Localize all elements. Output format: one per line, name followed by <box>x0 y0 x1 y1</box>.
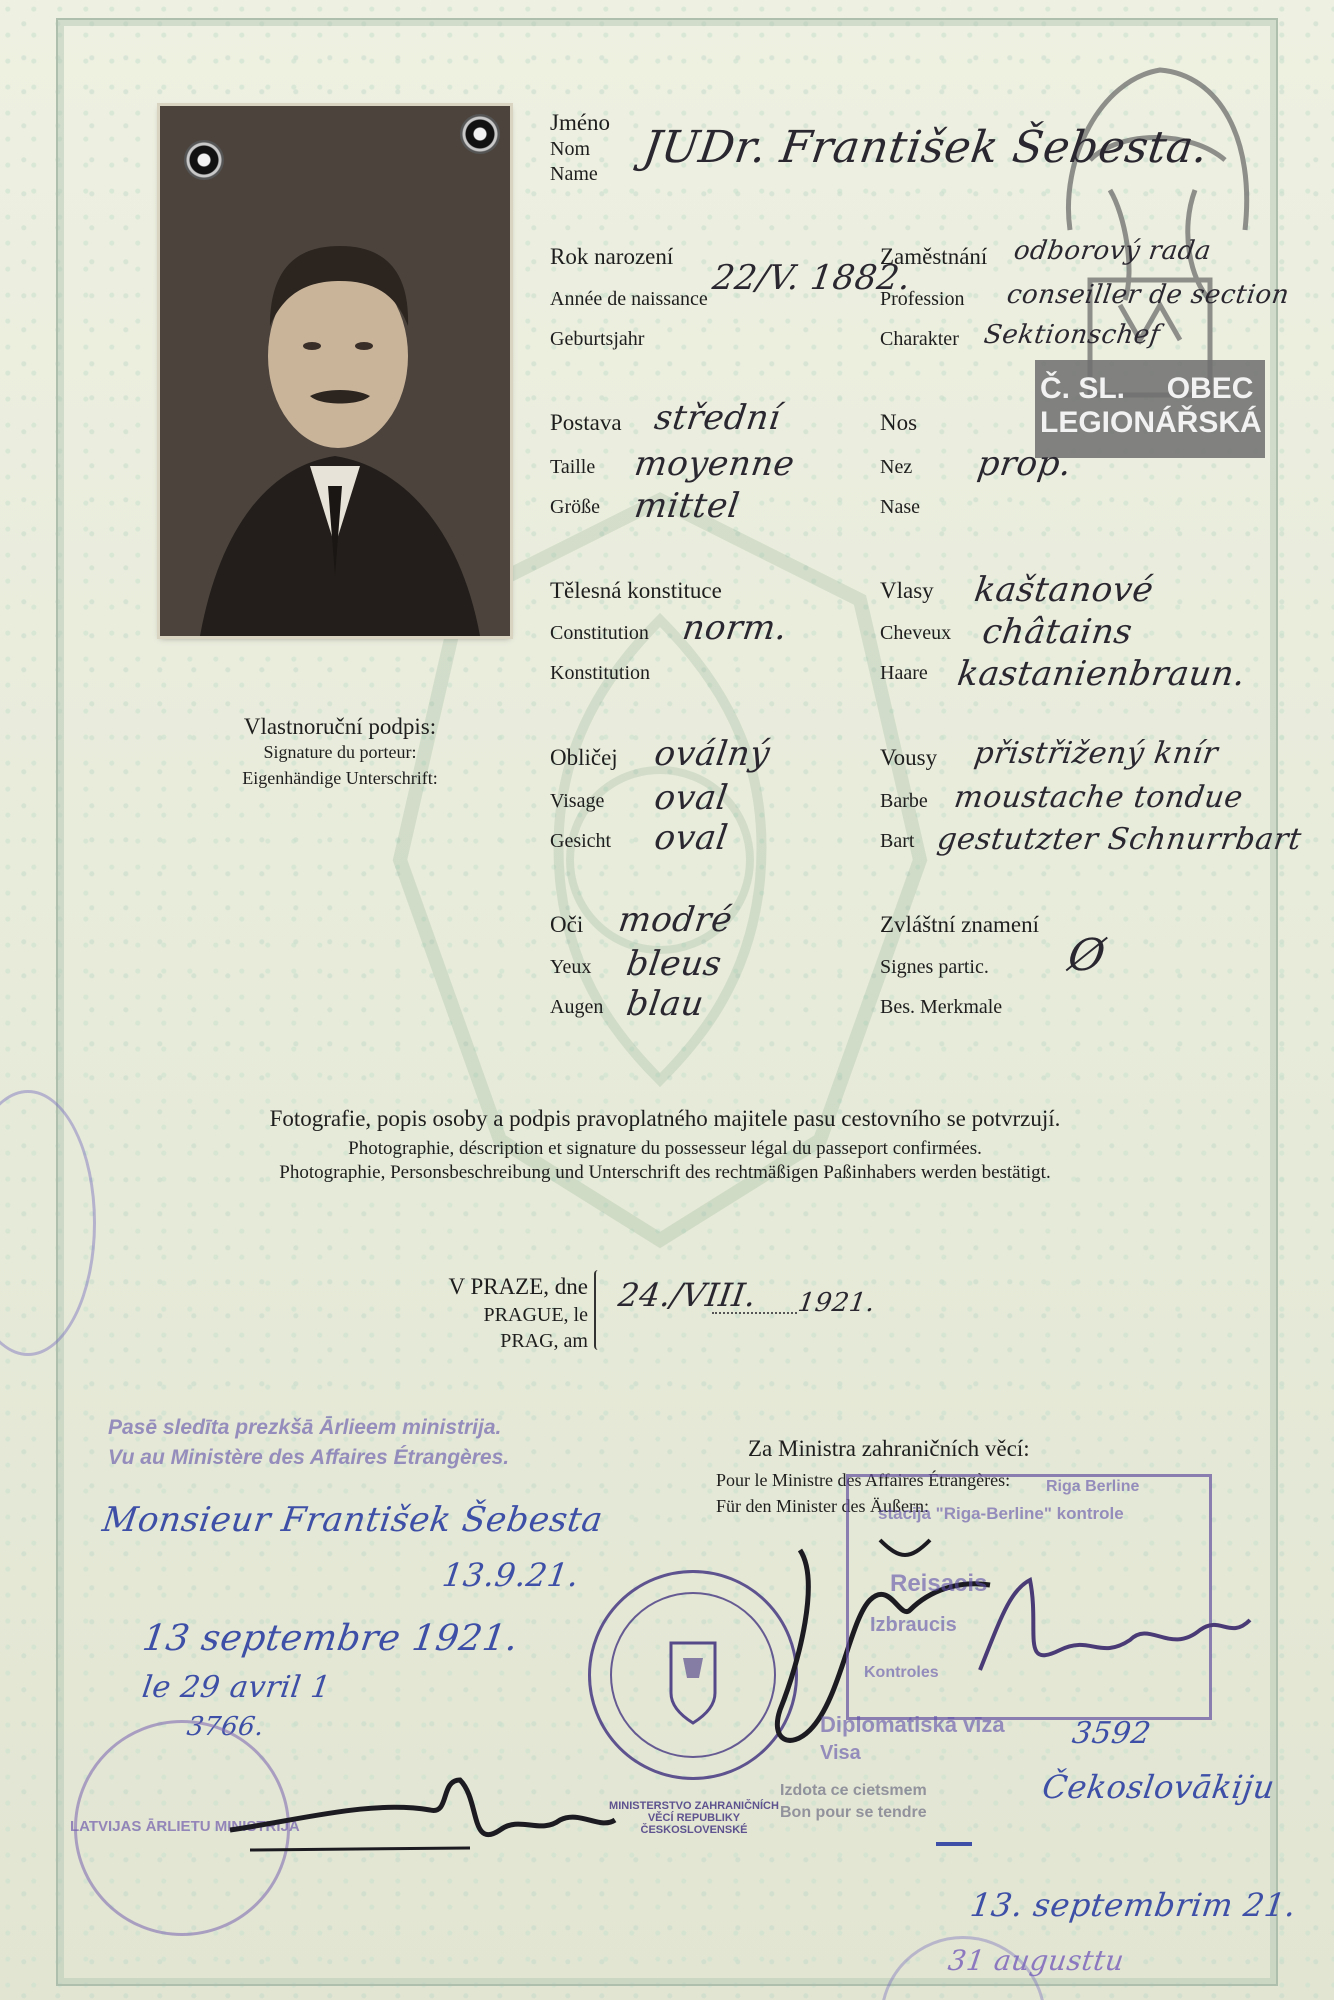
date-day-value: 24./VIII. <box>616 1276 759 1314</box>
visa-date: 13. septembrim 21. <box>968 1886 1299 1924</box>
name-label-de: Name <box>550 163 598 185</box>
birth-value: 22/V. 1882. <box>710 258 914 298</box>
ministry-line-fr: Pour le Ministre des Affaires Étrangères: <box>716 1470 1011 1490</box>
beard-value-cz: přistřižený knír <box>972 736 1221 771</box>
eyelet-left <box>184 140 224 180</box>
face-value-fr: oval <box>652 778 731 818</box>
beard-label-de: Bart <box>880 830 915 852</box>
visa-stamp-line-1: Diplomatiskā vīza <box>820 1712 1005 1737</box>
margin-partial-stamp <box>0 1090 96 1356</box>
beard-label-fr: Barbe <box>880 790 928 812</box>
riga-stamp-line-1: stacija "Riga-Berline" kontrole <box>878 1504 1124 1523</box>
face-label-de: Gesicht <box>550 830 612 852</box>
eyes-value-fr: bleus <box>624 944 725 984</box>
name-value: JUDr. František Šebesta. <box>640 122 1212 173</box>
hair-value-fr: châtains <box>980 612 1135 652</box>
marks-label-cz: Zvláštní znamení <box>880 912 1040 937</box>
eyes-label-cz: Oči <box>550 912 584 937</box>
latvian-signature <box>220 1760 620 1870</box>
eyes-value-cz: modré <box>616 900 735 940</box>
face-label-fr: Visage <box>550 790 605 812</box>
marks-label-de: Bes. Merkmale <box>880 996 1003 1018</box>
face-value-de: oval <box>652 818 731 858</box>
hair-label-cz: Vlasy <box>880 578 934 603</box>
profession-label-fr: Profession <box>880 288 965 310</box>
profession-value-cz: odborový rada <box>1012 236 1214 266</box>
visa-stamp-line-2: Visa <box>820 1742 861 1764</box>
nose-value: prop. <box>975 444 1075 484</box>
stature-value-fr: moyenne <box>632 444 798 484</box>
eyes-value-de: blau <box>624 984 707 1024</box>
hair-label-fr: Cheveux <box>880 622 952 644</box>
latvian-hand-date-text: 13 septembre 1921. <box>140 1618 521 1659</box>
build-label-de: Konstitution <box>550 662 651 684</box>
signature-label-cz: Vlastnoruční podpis: <box>243 714 437 739</box>
marks-label-fr: Signes partic. <box>880 956 989 978</box>
face-label-cz: Obličej <box>550 745 618 770</box>
beard-value-de: gestutzter Schnurrbart <box>935 822 1304 857</box>
riga-stamp-line-2: Reisacis <box>890 1570 988 1597</box>
beard-value-fr: moustache tondue <box>952 780 1246 815</box>
signature-label-fr: Signature du porteur: <box>263 742 417 762</box>
riga-signature <box>960 1560 1260 1700</box>
birth-label-fr: Année de naissance <box>550 288 708 310</box>
riga-stamp-title: Riga Berline <box>1046 1478 1140 1495</box>
name-label-cz: Jméno <box>550 110 611 135</box>
visa-destination: Čekoslovākiju <box>1040 1768 1278 1806</box>
nose-label-fr: Nez <box>880 456 913 478</box>
build-label-fr: Constitution <box>550 622 649 644</box>
place-label-fr: PRAGUE, le <box>483 1304 588 1326</box>
name-label-fr: Nom <box>550 138 590 160</box>
visa-validity: 31 augusttu <box>946 1944 1127 1977</box>
stature-value-cz: střední <box>652 398 784 438</box>
certification-cz: Fotografie, popis osoby a podpis pravoplatného majitele pasu cestovního se potvrzují. <box>269 1106 1061 1131</box>
stature-label-cz: Postava <box>550 410 622 435</box>
eyelet-right <box>460 114 500 154</box>
latvian-hand-number: 3766. <box>185 1712 267 1742</box>
beard-label-cz: Vousy <box>880 745 938 770</box>
hair-value-cz: kaštanové <box>972 570 1157 610</box>
stature-label-fr: Taille <box>550 456 596 478</box>
hair-label-de: Haare <box>880 662 928 684</box>
profession-label-de: Charakter <box>880 328 959 350</box>
ministry-round-stamp-text: MINISTERSTVO ZAHRANIČNÍCH VĚCÍ REPUBLIKY ČESKOSLOVENSKÉ <box>609 1800 779 1836</box>
stature-label-de: Größe <box>550 496 600 518</box>
visa-stamp-line-4: Bon pour se tendre <box>780 1804 927 1821</box>
date-brace <box>594 1270 604 1350</box>
riga-stamp-line-3: Izbraucis <box>870 1614 957 1636</box>
profession-value-de: Sektionschef <box>982 320 1162 350</box>
stature-value-de: mittel <box>632 486 743 526</box>
latvian-stamp-line-1: Pasē sledīta prezkšā Ārlieem ministrija. <box>108 1416 502 1439</box>
riga-stamp-line-4: Kontroles <box>864 1664 939 1681</box>
latvian-stamp-line-2: Vu au Ministère des Affaires Étrangères. <box>108 1446 510 1469</box>
certification-de: Photographie, Personsbeschreibung und Unterschrift des rechtmäßigen Paßinhabers werden bestätigt. <box>279 1162 1051 1183</box>
profession-value-fr: conseiller de section <box>1005 280 1292 310</box>
signature-label-de: Eigenhändige Unterschrift: <box>242 768 438 788</box>
certification-fr: Photographie, déscription et signature du possesseur légal du passeport confirmées. <box>348 1138 982 1159</box>
nose-label-de: Nase <box>880 496 920 518</box>
logo-line-2: OBEC <box>1166 372 1254 405</box>
date-year-value: 1921. <box>796 1288 878 1318</box>
portrait-illustration <box>160 106 510 636</box>
build-value: norm. <box>680 608 790 648</box>
eyes-label-de: Augen <box>550 996 604 1018</box>
place-label-cz: V PRAZE, dne <box>448 1274 588 1299</box>
logo-line-3: LEGIONÁŘSKÁ <box>1040 406 1262 439</box>
profession-label-cz: Zaměstnání <box>880 244 988 269</box>
date-dotted-line <box>712 1312 797 1314</box>
visa-stamp-line-3: Izdota ce cietsmem <box>780 1782 927 1799</box>
birth-label-de: Geburtsjahr <box>550 328 645 350</box>
logo-text <box>1040 372 1260 440</box>
build-label-cz: Tělesná konstituce <box>550 578 722 603</box>
face-value-cz: oválný <box>652 734 773 774</box>
ministry-line-de: Für den Minister des Äußern: <box>716 1496 929 1516</box>
latvian-round-stamp-text: LATVIJAS ĀRLIETU MINISTRIJA <box>70 1818 300 1835</box>
visa-number: 3592 <box>1070 1716 1154 1751</box>
ministry-line-cz: Za Ministra zahraničních věcí: <box>748 1436 1030 1461</box>
nose-label-cz: Nos <box>880 410 918 435</box>
latvian-hand-date: 13.9.21. <box>440 1556 582 1594</box>
hair-value-de: kastanienbraun. <box>955 654 1249 694</box>
latvian-hand-validity: le 29 avril 1 <box>140 1670 334 1705</box>
logo-line-1: Č. SL. <box>1040 372 1126 405</box>
latvian-hand-name: Monsieur František Šebesta <box>100 1500 606 1540</box>
birth-label-cz: Rok narození <box>550 244 674 269</box>
visa-dash <box>936 1842 972 1846</box>
holder-photo <box>160 106 510 636</box>
place-label-de: PRAG, am <box>500 1330 588 1352</box>
marks-value: Ø <box>1065 930 1109 981</box>
eyes-label-fr: Yeux <box>550 956 592 978</box>
